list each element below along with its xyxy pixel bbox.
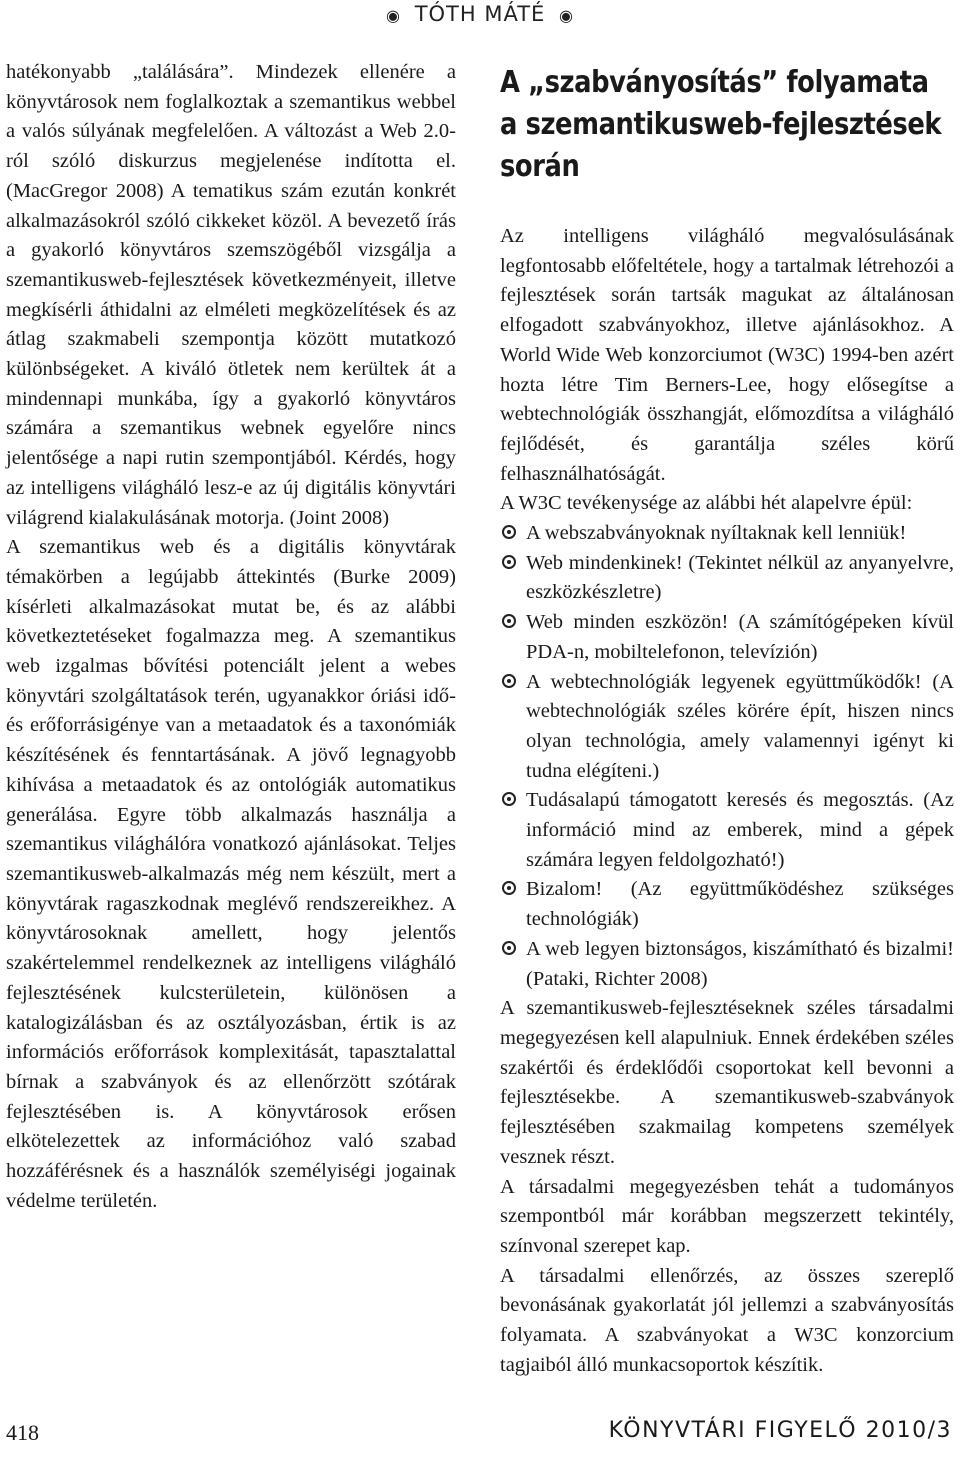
- list-item: Bizalom! (Az együttműködéshez szükséges technológiák): [500, 875, 954, 934]
- list-item: A web legyen biztonságos, kiszámítható és bizalmi! (Pataki, Richter 2008): [500, 935, 954, 994]
- intro-paragraph: Az intelligens világháló megvalósulásának legfontosabb előfeltétele, hogy a tartalmak létrehozói a fejlesztések során tartsák magukat az általánosan elfogadott szabványokhoz, illetve ajánlásokhoz. A World Wide Web konzorciumot (W3C) 1994-ben azért hozta létre Tim Berners-Lee, hogy elősegítse a webtechnológiák összhangját, előmozdítsa a világháló fejlődését, és garantálja széles körű felhasználhatóságát.: [500, 225, 954, 485]
- list-intro: A W3C tevékenysége az alábbi hét alapelvre épül:: [500, 492, 913, 515]
- section-heading: A „szabványosítás” folyamata a szemantikusweb-fejlesztések során: [500, 65, 942, 184]
- running-header: [0, 2, 960, 26]
- list-item: Tudásalapú támogatott keresés és megosztás. (Az információ mind az emberek, mind a gépek számára legyen feldolgozható!): [500, 786, 954, 875]
- body-paragraph: A szemantikusweb-fejlesztéseknek széles társadalmi megegyezésen kell alapulniuk. Ennek érdekében széles szakértői és érdeklődői csoportokat kell bevonni a fejlesztésekbe. A szemantikusweb-szabványok fejlesztésében szakmailag kompetens személyek vesznek részt.: [500, 997, 954, 1168]
- target-bullet-icon: [502, 614, 516, 628]
- journal-title: KÖNYVTÁRI FIGYELŐ 2010/3: [608, 1418, 952, 1443]
- list-item: Web minden eszközön! (A számítógépeken kívül PDA-n, mobiltelefonon, televízión): [500, 608, 954, 667]
- page-number: 418: [6, 1420, 39, 1445]
- body-paragraph: A szemantikus web és a digitális könyvtárak témakörben a legújabb áttekintés (Burke 2009) kísérleti alkalmazásokat mutat be, és az alábbi következtetéseket fogalmazza meg. A szemantikus web izgalmas bővítési potenciált jelent a webes könyvtári szolgáltatások terén, ugyanakkor óriási idő- és erőforrásigénye van a metaadatok és a taxonómiák készítésének és fenntartásának. A jövő legnagyobb kihívása a metaadatok és az ontológiák automatikus generálása. Egyre több alkalmazás használja a szemantikus világhálóra vonatkozó ajánlásokat. Teljes szemantikusweb-alkalmazás még nem készült, mert a könyvtárak ragaszkodnak meglévő rendszereikhez. A könyvtárosoknak amellett, hogy jelentős szakértelemmel rendelkeznek az intelligens világháló fejlesztésének kulcsterületein, különösen a katalogizálásban és az osztályozásban, értik is az információs erőforrások komplexitását, tapasztalattal bírnak a szabványok és az ellenőrzött szótárak fejlesztésében is. A könyvtárosok erősen elkötelezettek az információhoz való szabad hozzáférésnek és a használók személyiségi jogainak védelme területén.: [6, 536, 456, 1212]
- list-item: Web mindenkinek! (Tekintet nélkül az anyanyelvre, eszközkészletre): [500, 549, 954, 608]
- target-bullet-icon: [502, 792, 516, 806]
- list-item: A webszabványoknak nyíltaknak kell lenniük!: [500, 519, 954, 549]
- body-paragraph: A társadalmi ellenőrzés, az összes szereplő bevonásának gyakorlatát jól jellemzi a szabványosítás folyamata. A szabványokat a W3C konzorcium tagjaiból álló munkacsoportok készítik.: [500, 1264, 954, 1376]
- principles-list: [500, 519, 954, 994]
- right-column: [500, 62, 954, 1380]
- left-column: [6, 58, 456, 1216]
- target-bullet-icon: [502, 941, 516, 955]
- target-bullet-icon: [502, 525, 516, 539]
- body-paragraph: hatékonyabb „találására”. Mindezek ellenére a könyvtárosok nem foglalkoztak a szemantikus webbel a valós súlyának megfelelően. A változást a Web 2.0-ról szóló diskurzus megjelenése indította el. (MacGregor 2008) A tematikus szám ezután konkrét alkalmazásokról szóló cikkeket közöl. A bevezető írás a gyakorló könyvtáros szemszögéből vizsgálja a szemantikusweb-fejlesztések következményeit, illetve megkísérli áthidalni az elméleti megközelítések és az átlag szakmabeli szempontja között mutatkozó különbségeket. A kiváló ötletek nem kerültek át a mindennapi munkába, így a gyakorló könyvtáros számára a szemantikus webnek egyelőre nincs jelentősége a napi rutin szempontjából. Kérdés, hogy az intelligens világháló lesz-e az új digitális könyvtári világrend kialakulásának motorja. (Joint 2008): [6, 61, 456, 529]
- target-bullet-icon: [502, 555, 516, 569]
- target-bullet-icon: [502, 881, 516, 895]
- eye-icon: ◉: [386, 6, 401, 25]
- list-item: A webtechnológiák legyenek együttműködők! (A webtechnológiák széles körére épít, hiszen nincs olyan technológia, amely valamennyi igényt ki tudna elégíteni.): [500, 668, 954, 787]
- eye-icon: ◉: [558, 6, 574, 25]
- body-paragraph: A társadalmi megegyezésben tehát a tudományos szempontból már korábban megszerzett tekintély, színvonal szerepet kap.: [500, 1175, 954, 1257]
- header-title: TÓTH MÁTÉ: [414, 2, 546, 26]
- target-bullet-icon: [502, 674, 516, 688]
